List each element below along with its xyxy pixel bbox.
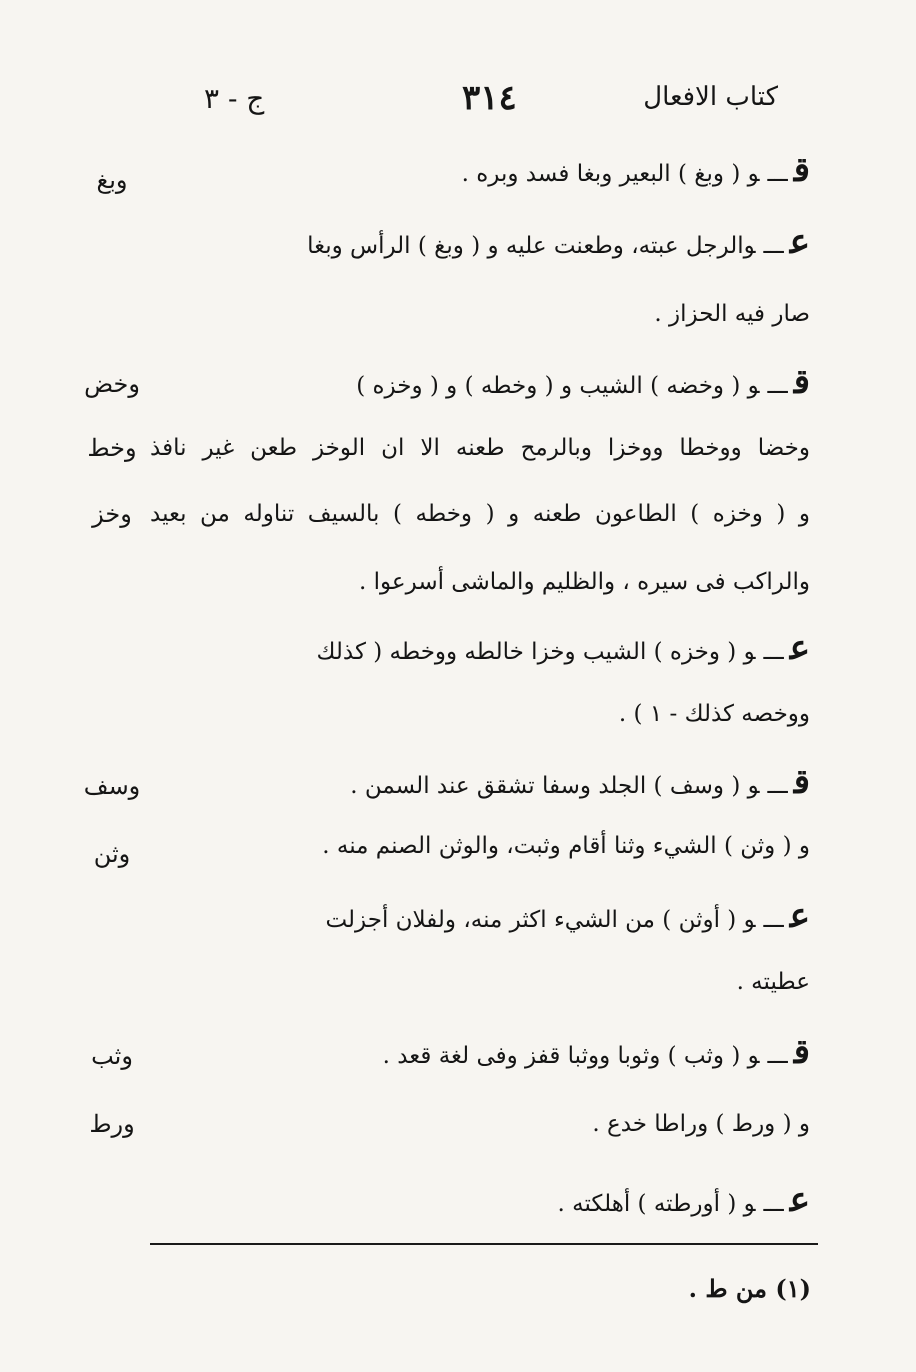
line-text: و ( وخزه ) الطاعون طعنه و ( وخطه ) بالسيف تناوله من بعيد [150, 501, 810, 527]
text-line: قـــو ( وسف ) الجلد وسفا تشقق عند السمن . [350, 762, 810, 802]
text-line [150, 294, 810, 334]
margin-word: وثب [91, 1042, 133, 1070]
text-line: عـــوالرجل عبته، وطعنت عليه و ( وبغ ) الرأس وبغا [307, 222, 810, 262]
entry-letter: ع [789, 628, 810, 668]
line-text: عطيته . [736, 969, 810, 995]
entry-letter: ق [793, 1032, 810, 1072]
line-text: والراكب فى سيره ، والظليم والماشى أسرعوا . [359, 569, 810, 595]
page-header [0, 78, 916, 132]
text-line [150, 962, 810, 1002]
page-number: ٣١٤ [462, 78, 517, 118]
line-text: و ( وخزه ) الشيب وخزا خالطه ووخطه ( كذلك [316, 639, 756, 665]
line-text: والرجل عبته، وطعنت عليه و ( وبغ ) الرأس وبغا [307, 233, 756, 259]
line-text: و ( ورط ) وراطا خدع . [592, 1111, 810, 1137]
text-line [150, 562, 810, 602]
text-line [150, 428, 810, 468]
entry-letter: ع [789, 222, 810, 262]
text-line: عـــو ( أوثن ) من الشيء اكثر منه، ولفلان أجزلت [325, 896, 810, 936]
line-text: و ( وثن ) الشيء وثنا أقام وثبت، والوثن الصنم منه . [322, 833, 810, 859]
book-title: كتاب الافعال [643, 82, 778, 112]
footnote-divider [150, 1243, 818, 1245]
entry-letter: ق [793, 362, 810, 402]
margin-word: وخط [87, 434, 137, 462]
text-line [150, 1104, 810, 1144]
margin-word: وبغ [96, 166, 128, 194]
footnote: (١) من ط . [688, 1274, 811, 1303]
margin-word: وخض [84, 370, 140, 398]
text-line: قـــو ( وخضه ) الشيب و ( وخطه ) و ( وخزه ) [356, 362, 810, 402]
margin-word: وسف [83, 772, 141, 800]
entry-letter: ع [789, 1180, 810, 1220]
line-text: و ( وبغ ) البعير وبغا فسد وبره . [461, 161, 760, 187]
line-text: و ( وخضه ) الشيب و ( وخطه ) و ( وخزه ) [356, 373, 760, 399]
margin-word: وخز [92, 500, 132, 528]
line-text: و ( وسف ) الجلد وسفا تشقق عند السمن . [350, 773, 760, 799]
margin-word: وثن [93, 840, 131, 868]
entry-letter: ق [793, 762, 810, 802]
text-line: قـــو ( وثب ) وثوبا ووثبا قفز وفى لغة قعد . [382, 1032, 810, 1072]
text-line [150, 494, 810, 534]
line-text: و ( أوثن ) من الشيء اكثر منه، ولفلان أجزلت [325, 907, 756, 933]
line-text: و ( وثب ) وثوبا ووثبا قفز وفى لغة قعد . [382, 1043, 760, 1069]
entry-letter: ق [793, 150, 810, 190]
text-line: عـــو ( وخزه ) الشيب وخزا خالطه ووخطه ( كذلك [316, 628, 810, 668]
text-line: عـــو ( أورطته ) أهلكته . [557, 1180, 810, 1220]
text-line: قـــو ( وبغ ) البعير وبغا فسد وبره . [461, 150, 810, 190]
line-text: وخضا ووخطا ووخزا وبالرمح طعنه الا ان الوخز طعن غير نافذ [150, 435, 810, 461]
entry-letter: ع [789, 896, 810, 936]
text-line [150, 694, 810, 734]
line-text: صار فيه الحزاز . [654, 301, 810, 327]
line-text: ووخصه كذلك - ١ ) . [618, 701, 810, 727]
margin-word: ورط [89, 1110, 135, 1138]
text-line [150, 826, 810, 866]
line-text: و ( أورطته ) أهلكته . [557, 1191, 756, 1217]
volume-label: ج - ٣ [204, 82, 265, 115]
